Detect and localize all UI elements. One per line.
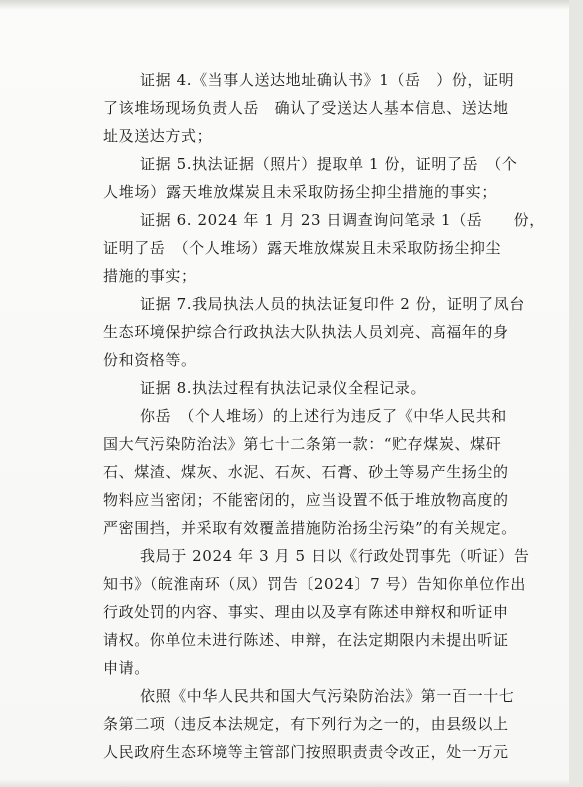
- paragraph-line: 址及送达方式；: [103, 127, 213, 145]
- paragraph-line: 知书》（皖淮南环（凤）罚告〔2024〕7 号）告知你单位作出: [103, 575, 526, 593]
- paragraph-line: 证据 4.《当事人送达地址确认书》1（岳 ）份，证明: [140, 71, 515, 89]
- paragraph-line: 了该堆场现场负责人岳 确认了受送达人基本信息、送达地: [103, 99, 509, 117]
- paragraph-line: 申请。: [103, 659, 150, 677]
- paragraph-line: 你岳 （个人堆场）的上述行为违反了《中华人民共和: [140, 407, 507, 425]
- paragraph-line: 证据 5.执法证据（照片）提取单 1 份，证明了岳 （个: [140, 155, 518, 173]
- paragraph-line: 证据 8.执法过程有执法记录仪全程记录。: [140, 379, 427, 397]
- paragraph-line: 严密围挡，并采取有效覆盖措施防治扬尘污染”的有关规定。: [103, 519, 517, 537]
- paragraph-line: 石、煤渣、煤灰、水泥、石灰、石膏、砂土等易产生扬尘的: [103, 463, 509, 481]
- paragraph-line: 生态环境保护综合行政执法大队执法人员刘亮、高福年的身: [103, 323, 509, 341]
- paragraph-line: 人民政府生态环境等主管部门按照职责责令改正，处一万元: [103, 743, 509, 761]
- paragraph-line: 行政处罚的内容、事实、理由以及享有陈述申辩权和听证申: [103, 603, 509, 621]
- paragraph-line: 请权。你单位未进行陈述、申辩，在法定期限内未提出听证: [103, 631, 509, 649]
- paragraph-line: 人堆场）露天堆放煤炭且未采取防扬尘抑尘措施的事实；: [103, 183, 497, 201]
- paragraph-line: 国大气污染防治法》第七十二条第一款：“贮存煤炭、煤矸: [103, 435, 502, 453]
- scan-bottom-edge: [0, 779, 569, 787]
- paragraph-line: 依照《中华人民共和国大气污染防治法》第一百一十七: [140, 687, 515, 705]
- paragraph-line: 措施的事实；: [103, 267, 197, 285]
- paragraph-line: 证据 6. 2024 年 1 月 23 日调查询问笔录 1（岳 份，: [140, 211, 545, 229]
- paragraph-line: 我局于 2024 年 3 月 5 日以《行政处罚事先（听证）告: [140, 547, 530, 565]
- paragraph-line: 物料应当密闭；不能密闭的，应当设置不低于堆放物高度的: [103, 491, 509, 509]
- paragraph-line: 证据 7.我局执法人员的执法证复印件 2 份，证明了凤台: [140, 295, 525, 313]
- paragraph-line: 证明了岳 （个人堆场）露天堆放煤炭且未采取防扬尘抑尘: [103, 239, 502, 257]
- scan-top-edge: [0, 0, 569, 10]
- paragraph-line: 份和资格等。: [103, 351, 197, 369]
- paragraph-line: 条第二项（违反本法规定，有下列行为之一的，由县级以上: [103, 715, 509, 733]
